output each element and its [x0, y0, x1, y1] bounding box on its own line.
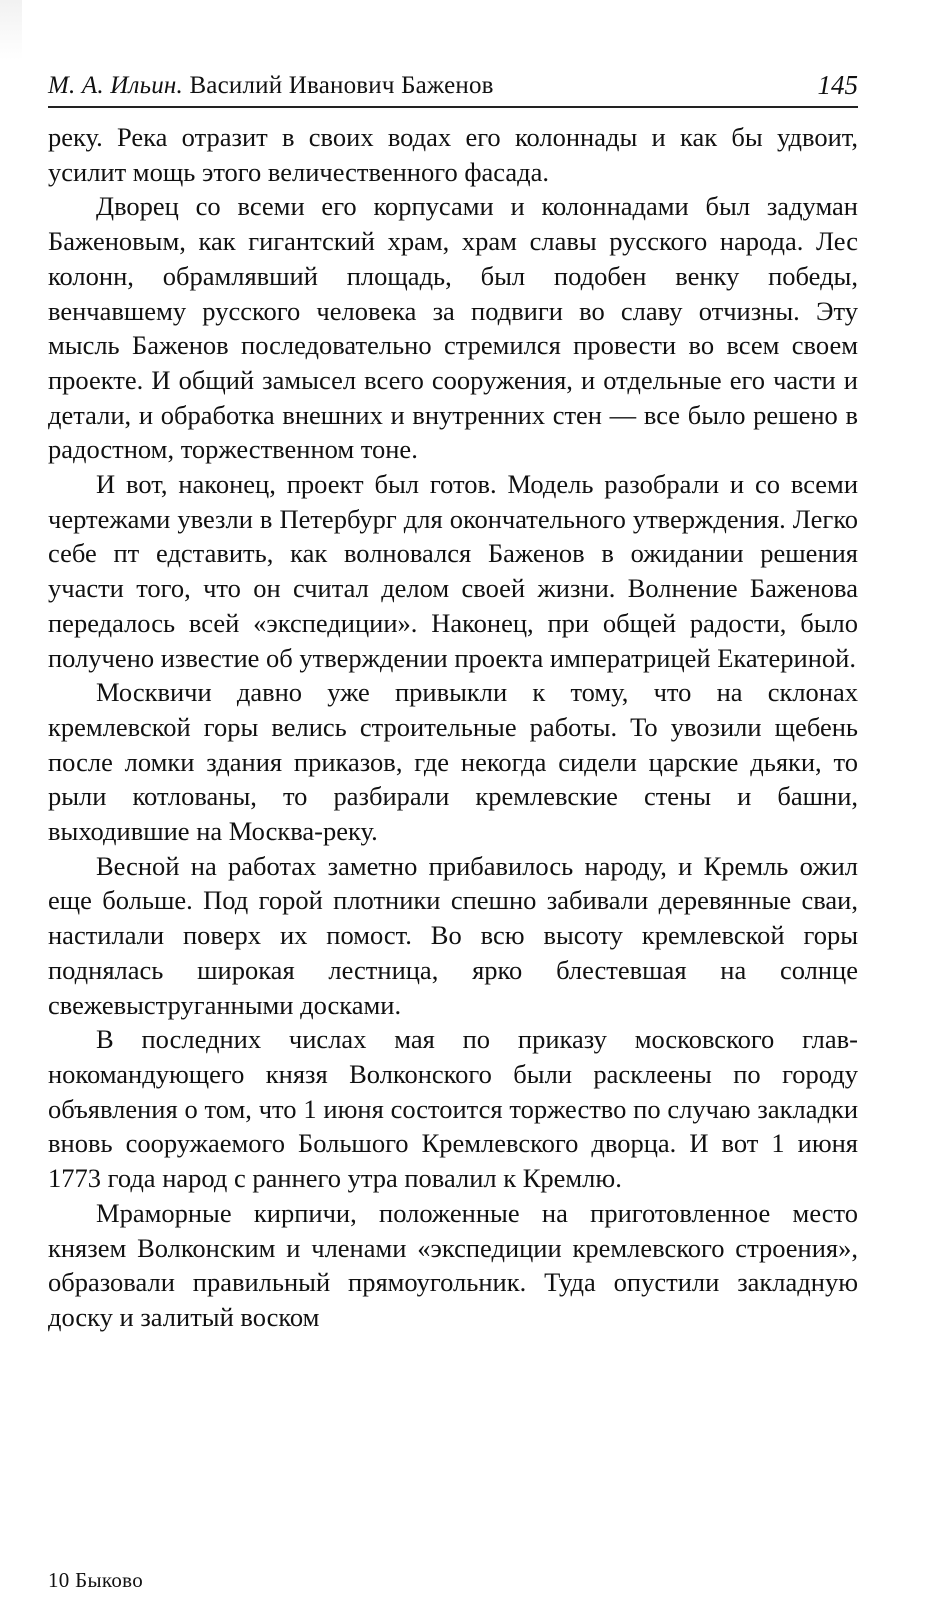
- header-author: М. А. Ильин.: [48, 72, 183, 99]
- paragraph: И вот, наконец, проект был готов. Модель разобрали и со всеми чертежами увезли в Петербург для окончательного утверждения. Легко себе пт едставить, как волновался Баженов в ожидании решения участи того, что он считал делом своей жизни. Волнение Баженова передалось всей «экспедиции». Наконец, при общей радости, было получено известие об утверждении проекта императрицей Екатериной.: [48, 469, 858, 673]
- running-header: [48, 66, 858, 108]
- main-text: [48, 120, 858, 1335]
- printer-signature: 10 Быково: [48, 1568, 144, 1592]
- paragraph: Мраморные кирпичи, положенные на приготовленное место князем Волконским и членами «экспедиции кремлевского строения», образовали правильный прямоугольник. Туда опустили закладную доску и залитый воском: [48, 1197, 858, 1332]
- paragraph: Москвичи давно уже привыкли к тому, что на склонах кремлевской горы велись строительные работы. То увозили щебень после ломки здания приказов, где некогда сидели царские дьяки, то рыли котлованы, то разбирали кремлевские стены и башни, выходившие на Москва-реку.: [48, 677, 858, 847]
- paragraph: реку. Река отразит в своих водах его колоннады и как бы удвоит, усилит мощь этого величественного фасада.: [48, 122, 858, 187]
- paragraph: Дворец со всеми его корпусами и колоннадами был задуман Баженовым, как гигантский храм, храм славы русского народа. Лес колонн, обрамлявший площадь, был подобен венку победы, венчавшему русского человека за подвиги во славу отчизны. Эту мысль Баженов последовательно стремился провести во всем своем проекте. И общий замысел всего сооружения, и отдельные его части и детали, и обработка внешних и внутренних стен — все было решено в радостном, торжественном тоне.: [48, 191, 858, 465]
- scan-edge-shadow: [0, 0, 22, 60]
- paragraph: Весной на работах заметно прибавилось народу, и Кремль ожил еще больше. Под горой плотники спешно забивали деревянные сваи, настилали поверх их помост. Во всю высоту кремлевской горы поднялась широкая лестница, ярко блестевшая на солнце свежевыструганными досками.: [48, 850, 858, 1020]
- paragraph: В последних числах мая по приказу московского главнокомандующего князя Волконского были расклеены по городу объявления о том, что 1 июня состоится торжество по случаю закладки вновь сооружаемого Большого Кремлевского дворца. И вот 1 июня 1773 года народ с раннего утра повалил к Кремлю.: [48, 1024, 858, 1194]
- header-title: Василий Иванович Баженов: [189, 72, 494, 99]
- header-author-line: [48, 72, 494, 100]
- page-number: 145: [817, 70, 858, 100]
